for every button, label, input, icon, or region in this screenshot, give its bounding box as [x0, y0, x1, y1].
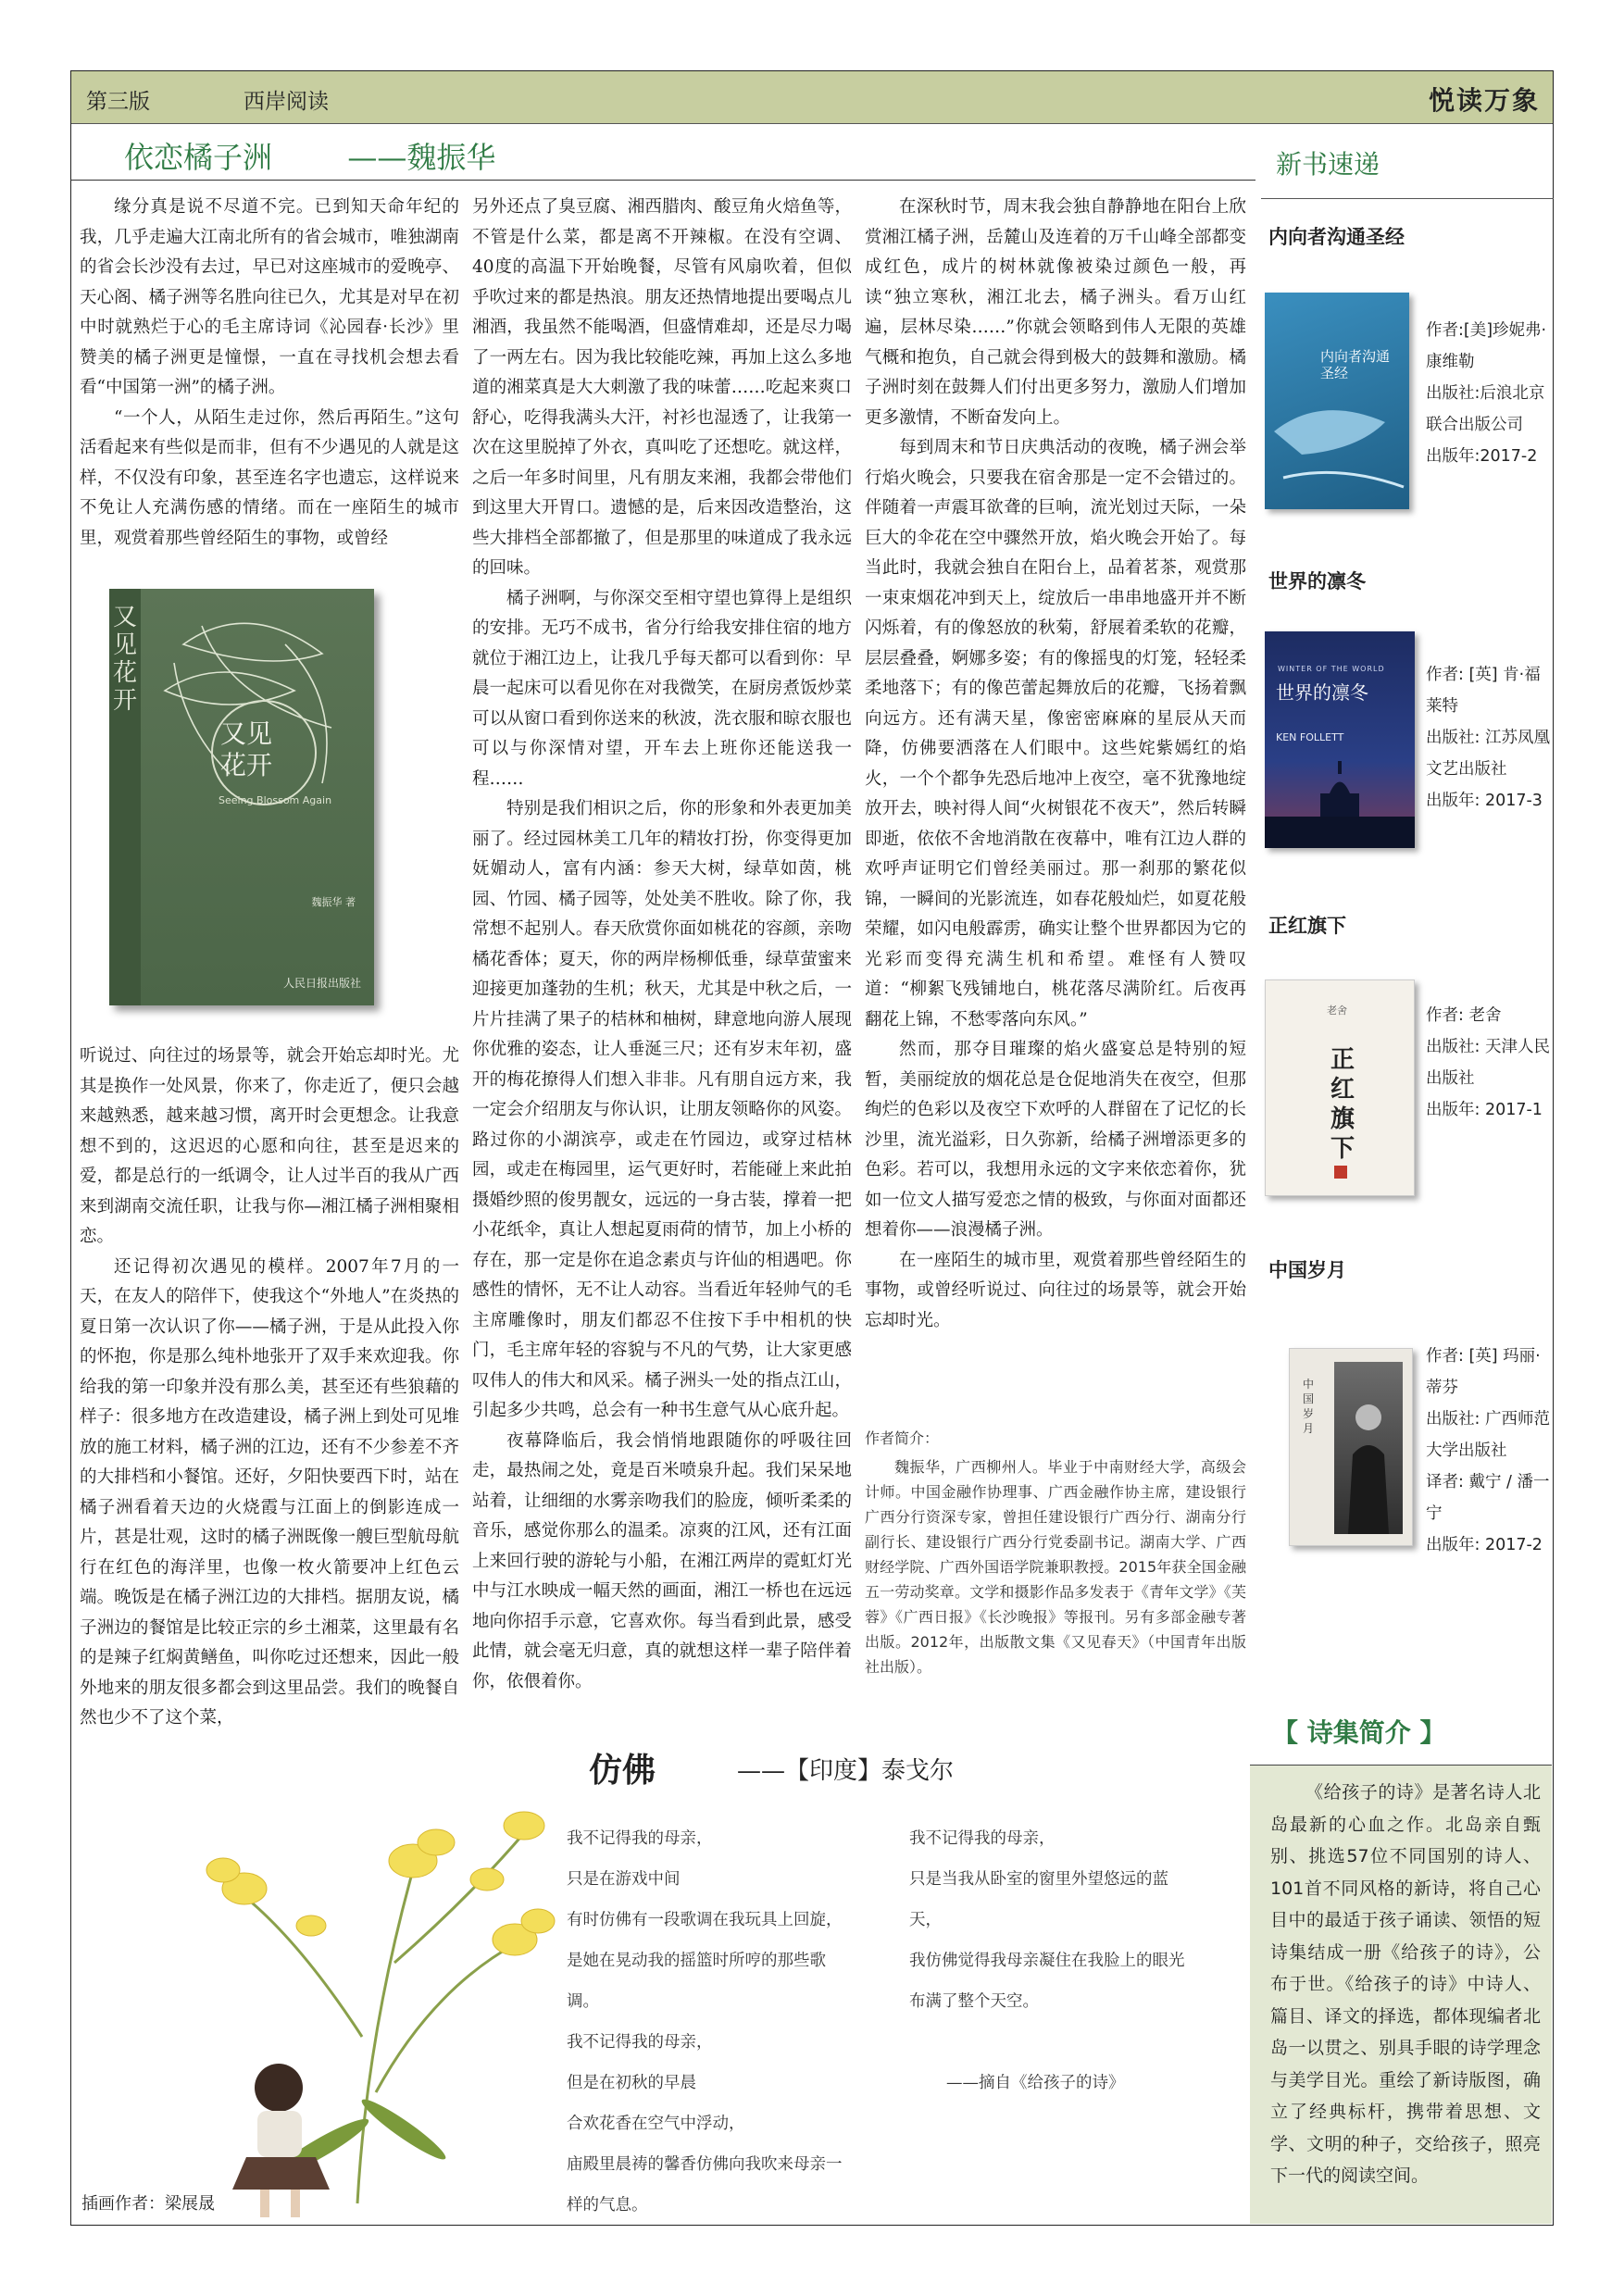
book-title-1: 内向者沟通圣经: [1268, 225, 1405, 248]
book-cover-1: [1265, 293, 1409, 509]
bio-text: 魏振华，广西柳州人。毕业于中南财经大学，高级会计师。中国金融作协理事、广西金融作协主席，建设银行广西分行资深专家，曾担任建设银行广西分行、湖南分行副行长、建设银行广西分行党委副书记。湖南大学、广西财经学院、广西外国语学院兼职教授。2015年获全国金融五一劳动奖章。文学和摄影作品多发表于《青年文学》《芙蓉》《广西日报》《长沙晚报》等报刊。另有多部金融专著出版。2012年，出版散文集《又见春天》（中国青年出版社出版）。: [865, 1458, 1246, 1676]
paragraph: 每到周末和节日庆典活动的夜晚，橘子洲会举行焰火晚会，只要我在宿舍那是一定不会错过的。伴随着一声震耳欲聋的巨响，流光划过天际，一朵巨大的伞花在空中骤然开放，焰火晚会开始了。每当此时，我就会独自在阳台上，品着茗茶，观赏那一束束烟花冲到天上，绽放后一串串地盛开并不断闪烁着，有的像怒放的秋菊，舒展着柔软的花瓣，层层叠叠，婀娜多姿；有的像摇曳的灯笼，轻轻柔柔地落下；有的像芭蕾起舞放后的花瓣，飞扬着飘向远方。还有满天星，像密密麻麻的星辰从天而降，仿佛要洒落在人们眼中。这些姹紫嫣红的焰火，一个个都争先恐后地冲上夜空，毫不犹豫地绽放开去，映衬得人间“火树银花不夜天”，然后转瞬即逝，依依不舍地消散在夜幕中，唯有江边人群的欢呼声证明它们曾经美丽过。那一刹那的繁花似锦，一瞬间的光影流连，如春花般灿烂，如夏花般荣耀，如闪电般霹雳，确实让整个世界都因为它的光彩而变得充满生机和希望。难怪有人赞叹道：“柳絮飞残铺地白，桃花落尽满阶红。后夜再翻花上锦，不愁零落向东风。”: [865, 438, 1246, 1029]
paragraph: 缘分真是说不尽道不完。已到知天命年纪的我，几乎走遍大江南北所有的省会城市，唯独湖南的省会长沙没有去过，早已对这座城市的爱晚亭、天心阁、橘子洲等名胜向往已久，尤其是对早在初中时就熟烂于心的毛主席诗词《沁园春·长沙》里赞美的橘子洲更是憧憬，一直在寻找机会想去看看“中国第一洲”的橘子洲。: [80, 197, 459, 397]
poem-line: 样的气息。: [567, 2196, 648, 2215]
cover-title: 正红旗下: [1330, 1046, 1355, 1163]
poem-title: 仿佛: [589, 1751, 656, 1790]
paragraph: 听说过、向往过的场景等，就会开始忘却时光。尤其是换作一处风景，你来了，你走近了，便只会越来越熟悉，越来越习惯，离开时会更想念。让我意想不到的，这迟迟的心愿和向往，甚至是迟来的爱，都是总行的一纸调令，让人过半百的我从广西来到湖南交流任职，让我与你—湘江橘子洲相聚相恋。: [80, 1046, 459, 1246]
paragraph: 另外还点了臭豆腐、湘西腊肉、酸豆角火焙鱼等，不管是什么菜，都是离不开辣椒。在没有空调、40度的高温下开始晚餐，尽管有风扇吹着，但似乎吹过来的都是热浪。朋友还热情地提出要喝点儿湘酒，我虽然不能喝酒，但盛情难却，还是尽力喝了一两左右。因为我比较能吃辣，再加上这么多地道的湘菜真是大大刺激了我的味蕾……吃起来爽口舒心，吃得我满头大汗，衬衫也湿透了，让我第一次在这里脱掉了外衣，真叫吃了还想吃。就这样，之后一年多时间里，凡有朋友来湘，我都会带他们到这里大开胃口。遗憾的是，后来因改造整治，这些大排档全部都撤了，但是那里的味道成了我永远的回味。: [472, 197, 852, 578]
paragraph: 夜幕降临后，我会悄悄地跟随你的呼吸往回走，最热闹之处，竟是百米喷泉升起。我们呆呆地站着，让细细的水雾亲吻我们的脸庞，倾听柔柔的音乐，感觉你那么的温柔。凉爽的江风，还有江面上来回行驶的游轮与小船，在湘江两岸的霓虹灯光中与江水映成一幅天然的画面，湘江一桥也在远远地向你招手示意，它喜欢你。每当看到此景，感受此情，就会毫无归意，真的就想这样一辈子陪伴着你，依偎着你。: [472, 1430, 852, 1691]
cover-title: 中国岁月: [1303, 1378, 1315, 1435]
article-column-1-bottom: [80, 1042, 459, 1773]
book-author: 作者:[美]珍妮弗·康维勒: [1426, 321, 1547, 371]
book-cover-3: [1265, 980, 1415, 1196]
edition-label: 第三版: [86, 90, 150, 114]
book-meta-4: [1426, 1341, 1550, 1561]
book-meta-2: [1426, 659, 1550, 817]
book-year: 出版年: 2017-3: [1426, 792, 1543, 810]
article-author: ——魏振华: [347, 140, 496, 175]
book-author: 作者: [英] 肯·福莱特: [1426, 666, 1541, 716]
capitol-icon: [1265, 631, 1415, 848]
cover-title: 内向者沟通圣经: [1320, 348, 1391, 381]
poem-line: [909, 2022, 1252, 2063]
cover-title: 世界的凛冬: [1276, 681, 1368, 704]
bio-label: 作者简介：: [865, 1429, 940, 1447]
book-publisher: 出版社: 江苏凤凰文艺出版社: [1426, 729, 1550, 779]
book-publisher: 出版社: 天津人民出版社: [1426, 1038, 1550, 1088]
portrait-photo: [1334, 1362, 1403, 1534]
poem-line: 只是当我从卧室的窗里外望悠远的蓝: [909, 1870, 1168, 1889]
seal-icon: [1334, 1166, 1347, 1179]
article-column-2: [472, 193, 852, 1776]
sidebar-heading: 新书速递: [1276, 149, 1380, 180]
paragraph: 橘子洲啊，与你深交至相守望也算得上是组织的安排。无巧不成书，省分行给我安排住宿的地方就位于湘江边上，让我几乎每天都可以看到你：早晨一起床可以看见你在对我微笑，在厨房煮饭炒菜可以从窗口看到你送来的秋波，洗衣服和晾衣服也可以与你深情对望，开车去上班你还能送我一程……: [472, 588, 852, 789]
poem-line: 布满了整个天空。: [909, 1992, 1039, 2011]
cover-subtitle: Seeing Blossom Again: [219, 794, 332, 806]
poem-line: 我不记得我的母亲，: [567, 2033, 713, 2052]
book-year: 出版年: 2017-1: [1426, 1101, 1543, 1119]
paragraph: 然而，那夺目璀璨的焰火盛宴总是特别的短暂，美丽绽放的烟花总是仓促地消失在夜空，但那绚烂的色彩以及夜空下欢呼的人群留在了记忆的长沙里，流光溢彩，日久弥新，给橘子洲增添更多的色彩。若可以，我想用永远的文字来依恋着你，犹如一位文人描写爱恋之情的极致，与你面对面都还想着你——浪漫橘子洲。: [865, 1040, 1246, 1240]
author-bio: [865, 1426, 1246, 1679]
cover-vertical-title: 又见花开: [113, 604, 138, 715]
poem-line: 只是在游戏中间: [567, 1870, 681, 1889]
paragraph: 还记得初次遇见的模样。2007年7月的一天，在友人的陪伴下，使我这个“外地人”在炎热的夏日第一次认识了你——橘子洲，于是从此投入你的怀抱，你是那么纯朴地张开了双手来欢迎我。你给我的第一印象并没有那么美，甚至还有些狼藉的样子：很多地方在改造建设，橘子洲上到处可见堆放的施工材料，橘子洲的江边，还有不少参差不齐的大排档和小餐馆。还好，夕阳快要西下时，站在橘子洲看着天边的火烧霞与江面上的倒影连成一片，甚是壮观，这时的橘子洲既像一艘巨型航母航行在红色的海洋里，也像一枚火箭要冲上红色云端。晚饭是在橘子洲江边的大排档。据朋友说，橘子洲边的餐馆是比较正宗的乡土湘菜，这里最有名的是辣子红焖黄鳝鱼，叫你吃过还想来，因此一般外地来的朋友很多都会到这里品尝。我们的晚餐自然也少不了这个菜，: [80, 1256, 459, 1728]
poem-line: 但是在初秋的早晨: [567, 2074, 696, 2092]
article-column-1-top: [80, 193, 459, 555]
cover-author: 魏振华 著: [311, 896, 356, 908]
paragraph: 在深秋时节，周末我会独自静静地在阳台上欣赏湘江橘子洲，岳麓山及连着的万千山峰全部都变成红色，成片的树林就像被染过颜色一般，再读“独立寒秋，湘江北去，橘子洲头。看万山红遍，层林尽染……”你就会领略到伟人无限的英雄气概和抱负，自己就会得到极大的鼓舞和激励。橘子洲时刻在鼓舞人们付出更多努力，激励人们增加更多激情，不断奋发向上。: [865, 197, 1246, 428]
cover-publisher: 人民日报出版社: [282, 977, 361, 990]
poem-line: 是她在晃动我的摇篮时所哼的那些歌: [567, 1952, 826, 1970]
poem-column-2: [909, 1818, 1252, 2103]
poem-line: 有时仿佛有一段歌调在我玩具上回旋，: [567, 1911, 843, 1929]
poetry-intro-heading: 【 诗集简介 】: [1272, 1717, 1446, 1748]
book-meta-3: [1426, 1000, 1550, 1126]
book-translator: 译者: 戴宁 / 潘一宁: [1426, 1473, 1550, 1523]
cover-title: 又见花开: [220, 718, 273, 780]
section-label: 西岸阅读: [244, 90, 329, 114]
book-title-2: 世界的凛冬: [1268, 569, 1366, 593]
illustrator-credit: 插画作者：梁展晟: [81, 2194, 215, 2214]
paragraph: 在一座陌生的城市里，观赏着那些曾经陌生的事物，或曾经听说过、向往过的场景等，就会开始忘却时光。: [865, 1250, 1246, 1330]
book-cover-4: [1289, 1348, 1413, 1546]
book-year: 出版年:2017-2: [1426, 447, 1538, 466]
whale-icon: [1265, 293, 1409, 509]
book-title-3: 正红旗下: [1268, 914, 1346, 937]
poem-line: 庙殿里晨祷的馨香仿佛向我吹来母亲一: [567, 2155, 843, 2174]
article-title-line: [124, 134, 495, 177]
poem-line: 我不记得我的母亲，: [909, 1829, 1056, 1848]
poem-column-1: [567, 1818, 900, 2226]
cover-author: KEN FOLLETT: [1276, 731, 1344, 743]
book-publisher: 出版社:后浪北京联合出版公司: [1426, 384, 1545, 434]
book-title-4: 中国岁月: [1268, 1258, 1346, 1281]
poetry-intro-box: 《给孩子的诗》是著名诗人北岛最新的心血之作。北岛亲自甄别、挑选57位不同国别的诗人、101首不同风格的新诗，将自己心目中的最适于孩子诵读、领悟的短诗集结成一册《给孩子的诗》，公布于世。《给孩子的诗》中诗人、篇目、译文的择选，都体现编者北岛一以贯之、别具手眼的诗学理念与美学目光。重绘了新诗版图，确立了经典标杆，携带着思想、文学、文明的种子，交给孩子，照亮下一代的阅读空间。: [1250, 1765, 1552, 2224]
book-cover-2: [1265, 631, 1415, 848]
poem-line: 调。: [567, 1992, 599, 2011]
book-publisher: 出版社: 广西师范大学出版社: [1426, 1410, 1550, 1460]
book-author: 作者: [英] 玛丽·蒂芬: [1426, 1347, 1541, 1397]
brand-label: 悦读万象: [1428, 85, 1540, 116]
book-meta-1: [1426, 315, 1550, 472]
header-bar: [71, 71, 1553, 124]
paragraph: “一个人，从陌生走过你，然后再陌生。”这句活看起来有些似是而非，但有不少遇见的人就是这样，不仅没有印象，甚至连名字也遗忘，这样说来不免让人充满伤感的情绪。而在一座陌生的城市里，观赏着那些曾经陌生的事物，或曾经: [80, 407, 459, 548]
article-column-3: [865, 193, 1246, 1341]
flower-girl-illustration: [80, 1759, 561, 2222]
person-icon: [1334, 1362, 1403, 1534]
poem-line: 我仿佛觉得我母亲凝住在我脸上的眼光: [909, 1952, 1185, 1970]
sidebar-rule: [1261, 198, 1554, 199]
poem-line: 我不记得我的母亲，: [567, 1829, 713, 1848]
article-title: 依恋橘子洲: [124, 140, 273, 175]
book-year: 出版年: 2017-2: [1426, 1536, 1543, 1554]
poem-author: ——【印度】泰戈尔: [737, 1757, 955, 1785]
article-title-rule: [70, 180, 1255, 181]
book-author: 作者: 老舍: [1426, 1006, 1502, 1025]
cover-en-title: WINTER OF THE WORLD: [1278, 665, 1385, 673]
cover-author: 老舍: [1327, 1004, 1347, 1017]
book-cover-image: [109, 589, 374, 1005]
poem-source: ——摘自《给孩子的诗》: [946, 2074, 1125, 2092]
poem-line: 合欢花香在空气中浮动，: [567, 2115, 745, 2133]
paragraph: 特别是我们相识之后，你的形象和外表更加美丽了。经过园林美工几年的精妆打扮，你变得更加妩媚动人，富有内涵：参天大树，绿草如茵，桃园、竹园、橘子园等，处处美不胜收。除了你，我常想不起别人。春天欣赏你面如桃花的容颜，亲吻橘花香体；夏天，你的两岸杨柳低垂，绿草萤蜜来迎接更加蓬勃的生机；秋天，尤其是中秋之后，一片片挂满了果子的桔林和柚树，肆意地向游人展现你优雅的姿态，让人垂涎三尺；还有岁末年初，盛开的梅花撩得人们想入非非。凡有朋自远方来，我一定会介绍朋友与你认识，让朋友领略你的风姿。路过你的小湖滨亭，或走在竹园边，或穿过桔林园，或走在梅园里，运气更好时，若能碰上来此拍摄婚纱照的俊男靓女，远远的一身古装，撑着一把小花纸伞，真让人想起夏雨荷的情节，加上小桥的存在，那一定是你在追念素贞与许仙的相遇吧。你感性的情怀，无不让人动容。当看近年轻帅气的毛主席雕像时，朋友们都忍不住按下手中相机的快门，毛主席年轻的容貌与不凡的气势，让大家更感叹伟人的伟大和风采。橘子洲头一处的指点江山，引起多少共鸣，总会有一种书生意气从心底升起。: [472, 799, 852, 1420]
poem-line: 天，: [909, 1911, 942, 1929]
